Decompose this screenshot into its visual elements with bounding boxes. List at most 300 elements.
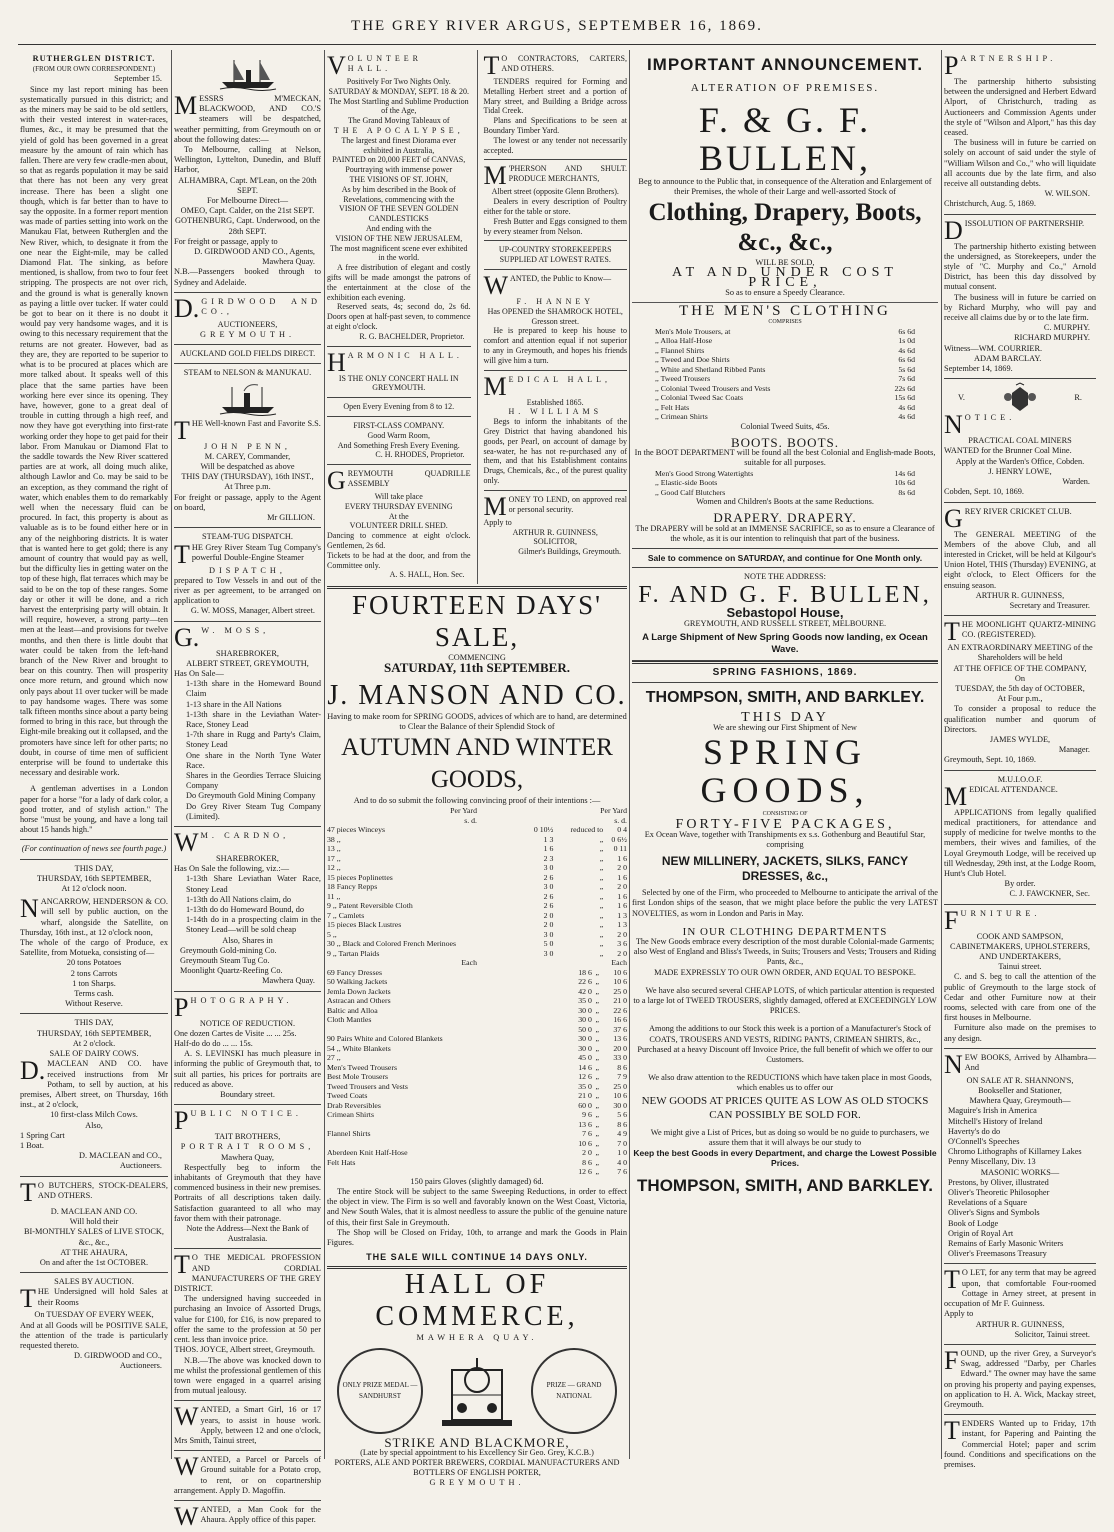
signature: D. MACLEAN and CO., [79,1151,162,1161]
item-price: „ [595,1138,599,1148]
drop-cap: H [327,347,346,377]
drop-cap: T [944,1265,960,1295]
drop-cap: W [174,1402,199,1432]
price-row [327,901,627,911]
drop-cap: N [944,1049,963,1079]
tug-name: DISPATCH, [209,565,286,575]
medical-attendance-heading: EDICAL ATTENDANCE. [969,784,1058,794]
item-price: „ [599,901,604,911]
mens-clothing-heading: THE MEN'S CLOTHING [632,302,938,316]
entire-stock: The entire Stock will be subject to the same Sweeping Reductions, in order to effect the object in view. The Firm is so well and favorably known on the West Coast, Victoria, and New South Wales, that it is almost needless to assure the public of the genuine nature of this, their first Sale in Greymouth. [327,1186,627,1227]
item-name: ,, Colonial Tweed Trousers and Vests [654,383,771,393]
price-row [655,488,915,498]
forty-five-packages: FORTY-FIVE PACKAGES, [675,816,895,832]
item-price: „ [595,1100,599,1110]
tug-body: prepared to Tow Vessels in and out of the river as per agreement, to be arranged on application to [174,575,321,606]
medal-text: ONLY PRIZE MEDAL — SANDHURST [342,1381,418,1400]
item-name: ,, Alloa Half-Hose [654,336,713,346]
book-list [944,1178,1096,1260]
sharebroker-label: SHAREBROKER, [216,853,279,863]
item-price: 2 6 [543,891,554,901]
description: At the [388,511,409,521]
book-list [944,1106,1096,1167]
description: Pourtraying with immense power [345,165,453,175]
coal-miners: PRACTICAL COAL MINERS [968,436,1072,446]
item-name: Tweed Trousers and Vests [327,1081,408,1091]
drop-cap: T [944,1416,960,1446]
drop-cap: M [483,371,507,401]
price-row [327,835,627,845]
item-price: „ [599,853,604,863]
at-cost: AT AND UNDER COST PRICE, [672,264,898,291]
drop-cap: P [174,1106,189,1136]
item-price: „ [595,1024,599,1034]
prize-medal-icon [337,1348,423,1434]
book-item: Oliver's Theoretic Philosopher [948,1188,1050,1198]
item-name: 30 ,, Black and Colored French Merinoes [327,939,457,949]
column-divider [171,50,172,1459]
consisting: CONSISTING OF [762,811,808,818]
item-price: 7 6 [582,1129,592,1139]
book-item: Revelations of a Square [948,1198,1028,1208]
price-row [327,911,627,921]
price-row [327,996,627,1006]
nancarrow-ad: ANCARROW, HENDERSON & CO. will sell by public auction, on the wharf, alongside the Satellite, on Thursday, 16th inst., at 12 o'clock noon, [20,897,168,937]
price-row [327,920,627,930]
notice-heading: OTICE. [964,413,1016,423]
price-row [327,1091,627,1101]
saturday-date: SATURDAY, 11th SEPTEMBER. [384,660,570,676]
share-item: 1-13th do do Homeward Bound, do [186,904,304,914]
item-name: Best Mole Trousers [327,1072,389,1082]
medical-body: The undersigned having succeeded in purchasing an Invoice of Assorted Drugs, value for £100, for £16, is now prepared to offer the same to the profession at 50 per cent. less than invoice price. [174,1294,321,1345]
book-item: Haverty's do do [948,1126,1001,1136]
description: Tickets to be had at the door, and from the Committee only. [327,550,471,570]
manson-submit: And to do so submit the following convincing proof of their intentions :— [353,796,601,806]
item-price: 3 0 [543,929,554,939]
sale-time: At 2 o'clock. [72,1038,116,1048]
photo-heading: HOTOGRAPHY. [190,995,293,1005]
sale-item: 10 first-class Milch Cows. [50,1110,138,1120]
item-name: ,, Elastic-side Boots [654,478,718,488]
item-name [327,1025,564,1035]
signature: C. H. RHODES, Proprietor. [375,450,465,460]
item-name: Men's Mole Trousers, at [654,326,731,336]
price-row [327,1129,627,1139]
positive-sale: And at all Goods will be POSITIVE SALE, the attention of the trade is particularly requested thereto. [20,1320,168,1350]
item-name: Aberdeen Knit Half-Hose [327,1148,408,1158]
price-row [327,873,627,883]
williams-name: H. WILLIAMS [508,407,603,417]
drop-cap: W [483,270,509,300]
item-price: 35 0 [578,1081,592,1091]
description: And Something Fresh Every Evening. [337,440,460,450]
speedy-clearance: So as to ensure a Speedy Clearance. [725,288,845,298]
shipment-note: A Large Shipment of New Spring Goods now landing, ex Ocean Wave. [642,631,928,655]
shewing: We are shewing our First Shipment of New [713,723,857,733]
cargo-item: 1 ton Sharps. [72,978,116,988]
item-price: 2 0 [543,910,554,920]
guinness-name: ARTHUR R. GUINNESS, [975,1319,1065,1329]
item-price: 3 0 [543,948,554,958]
item-price: 9 6 [582,1110,592,1120]
drop-cap: D. [20,1056,46,1086]
steamer-intro: ESSRS M'MECKAN, BLACKWOOD, AND CO.'S steamers will be despatched, weather permitting, from Greymouth on or about the following dates:— [174,94,321,144]
boots-price-list [655,469,915,498]
col-header: Per Yard [600,806,627,816]
item-price: 60 0 [578,1100,592,1110]
keep-best-goods: Keep the best Goods in every Department, and charge the Lowest Possible Prices. [633,1148,937,1169]
item-name: ,, Felt Hats [654,402,690,412]
ship-entry: OMEO, Capt. Calder, on the 21st SEPT. [180,206,315,216]
item-name: ,, Flannel Shirts [654,345,705,355]
strike-name: STRIKE AND BLACKMORE, [384,1434,570,1450]
steamship-icon [218,56,278,92]
price-row [327,882,627,892]
quadrille-heading: REYMOUTH QUADRILLE ASSEMBLY [347,469,471,488]
item-price: „ [595,1091,599,1101]
item-price: „ [599,882,604,892]
price-row [327,854,627,864]
item-name: 69 Fancy Dresses [327,967,383,977]
item-price: 13 6 [613,1034,627,1044]
cardno-heading: M. CARDNO, [200,830,290,840]
cargo-description: The whole of the cargo of Produce, ex Satellite, from Motueka, consisting of— [20,938,168,958]
date: September 14, 1869. [944,364,1013,374]
price-row [327,1015,627,1025]
fourteen-days-heading: FOURTEEN DAYS' SALE, [351,590,603,653]
to-let: O LET, for any term that may be agreed upon, that comfortable Four-roomed Cottage in Arney street, at present in occupation of Mr F. Guinness. [944,1268,1096,1309]
masthead-rule [18,44,1096,45]
apocalypse-title: THE APOCALYPSE, [333,125,464,135]
item-name: 12 ,, [327,863,341,873]
undersigned-text: HE Undersigned will hold Sales at their Rooms [37,1287,168,1307]
item-price: „ [595,1062,599,1072]
guinness-name: ARTHUR R. GUINNESS, [512,527,598,537]
drop-cap: M [944,781,968,811]
this-day-label: THIS DAY, [74,863,114,873]
item-price: 22s 6d [894,383,916,393]
price-rows [327,968,627,1177]
item-price: 7 6 [617,1167,627,1177]
without-reserve: Without Reserve. [65,999,123,1009]
price-row [327,1110,627,1120]
description: The Most Startling and Sublime Production of the Age, [328,96,469,116]
warden: Warden. [1062,477,1090,487]
womens-boots: Women and Children's Boots at the same Reductions. [696,497,874,507]
book-item: O'Connell's Speeches [948,1137,1020,1147]
price-row [327,1072,627,1082]
drop-cap: N [944,410,963,440]
wanted-ad: ANTED, a Man Cook for the Ahaura. Apply office of this paper. [200,1504,321,1525]
share-item: Greymouth Gold-mining Co. [180,945,277,955]
item-price: 4 0 [617,1157,627,1167]
item-price: „ [599,948,604,958]
signature-role: Auctioneers. [119,1361,162,1371]
dairy-heading: SALE OF DAIRY COWS. [49,1049,139,1059]
tsb-name: THOMPSON, SMITH, AND BARKLEY. [637,1176,933,1196]
drop-cap: T [174,1250,190,1280]
share-item: 1-7th share in Rugg and Party's Claim, Stoney Lead [186,730,321,750]
item-price: „ [599,863,604,873]
drop-cap: D. [174,293,200,323]
item-price: 5s 6d [898,364,916,374]
item-price: 1 6 [543,844,554,854]
tait-body: Respectfully beg to inform the inhabitants of Greymouth that they have commenced business in their new premises. Portraits of all descriptions taken daily. Satisfaction guaranteed to all who may favor them with their patronage. [174,1162,321,1223]
item-price: 5 0 [543,939,554,949]
brunner-mine: WANTED for the Brunner Coal Mine. [944,446,1072,456]
selected-body: Selected by one of the Firm, who proceeded to Melbourne to anticipate the arrival of the first London ships of the season, that we might place before the public the very LATEST NOVELTIES, as worn in London and Paris in May. [632,888,938,918]
tenders-papering: ENDERS Wanted up to Friday, 17th instant, for Papering and Painting the Commercial Hotel; paper and scrim found. Conditions and specifications on the premises. [944,1419,1096,1469]
price-row [327,1053,627,1063]
drop-cap: D [944,215,963,245]
auctioneers-label: AUCTIONEERS, [217,319,278,329]
lowest-tender: The lowest or any tender not necessarily accepted. [483,135,627,155]
drop-cap: T [174,415,190,445]
col-unit: s. d. [464,815,477,825]
item-price: 1 3 [543,834,554,844]
item-price: 25 0 [613,1081,627,1091]
col-unit: s. d. [614,815,627,825]
drop-cap: N [20,894,39,924]
item-price: „ [599,844,604,854]
masthead: THE GREY RIVER ARGUS, SEPTEMBER 16, 1869. [351,18,763,34]
wanted-public: ANTED, the Public to Know— [510,273,612,283]
partnership-body: The business will in future be carried on solely on account of said under the style of "William Wilson and Co.," who will liquidate all accounts due by the late firm, and also receive all outstanding debts. [944,138,1096,189]
meeting-date: TUESDAY, the 5th day of OCTOBER, [955,683,1085,693]
tug-heading: STEAM-TUG DISPATCH. [202,532,293,542]
item-price: 30 0 [578,1043,592,1053]
hanney-name: F. HANNEY [516,296,595,306]
apply-to: Apply to [483,517,512,527]
meeting-time: At Four p.m., [997,694,1043,704]
manson-advert [327,586,627,1262]
item-price: 7 0 [617,1138,627,1148]
item-price: 42 0 [578,986,592,996]
item-price: 0 11 [613,844,627,854]
item-name: Tweed Coats [327,1091,368,1101]
item-price: 8 6 [582,1157,592,1167]
butchers-heading: O BUTCHERS, STOCK-DEALERS, AND OTHERS. [37,1180,168,1200]
item-price: 10 6 [613,977,627,987]
drop-cap: M [483,161,507,191]
signature: R. G. BACHELDER, Proprietor. [359,331,465,341]
price-row [327,892,627,902]
item-price: 2 6 [543,901,554,911]
column-5 [944,50,1096,1469]
col-header: Each [611,958,627,968]
public-notice-heading: UBLIC NOTICE. [190,1109,302,1119]
continue-14-days: THE SALE WILL CONTINUE 14 DAYS ONLY. [366,1252,588,1263]
item-price: 21 0 [578,1091,592,1101]
strike-trades: PORTERS, ALE AND PORTER BREWERS, CORDIAL MANUFACTURERS AND BOTTLERS OF ENGLISH PORTER, [334,1458,620,1478]
item-price: 4 9 [617,1129,627,1139]
share-item: Do Grey River Steam Tug Company (Limited). [186,801,321,821]
subcolumn-divider [477,50,478,584]
maclean-ad: MACLEAN AND CO. have received instructions from Mr Potham, to sell by auction, at his premises, Albert street, on Thursday, 16th inst., at 2 o'clock, [20,1059,168,1110]
item-price: 1 3 [617,920,627,930]
description: EVERY THURSDAY EVENING [344,501,453,511]
item-name [327,1139,564,1149]
manager: Manager. [1058,745,1090,755]
sale-time: At 12 o'clock noon. [61,884,127,894]
secretary: Secretary and Treasurer. [1009,600,1090,610]
column-1 [20,50,168,1461]
item-price: 18 6 [578,967,592,977]
drop-cap: V [327,51,346,80]
share-item: Moonlight Quartz-Reefing Co. [180,966,283,976]
price-row [327,930,627,940]
medical-heading: O THE MEDICAL PROFESSION AND CORDIAL MANUFACTURERS OF THE GREY DISTRICT. [174,1253,321,1294]
price-row [327,949,627,959]
address: Solicitor, Tainui street. [1014,1329,1090,1339]
address: Tainui street. [998,962,1042,972]
meeting-purpose: To consider a proposal to reduce the qualification number and quorum of Directors. [944,704,1096,734]
item-price: 10 6 [578,1138,592,1148]
item-price: „ [595,1043,599,1053]
list-of-prices: We might give a List of Prices, but as doing so would be no guide to purchasers, we assure them that it will always be our study to [650,1127,930,1147]
made-expressly: MADE EXPRESSLY TO OUR OWN ORDER, AND EQUAL TO BESPOKE. [654,967,916,977]
price-rows [327,825,627,958]
partnership-heading: ARTNERSHIP. [960,54,1057,63]
coats-heading: COATS, TROUSERS AND VESTS, RIDING PANTS, CRIMEAN SHIRTS, &c., [649,1034,921,1044]
item-price: „ [595,986,599,996]
item-name: 27 ,, [327,1053,341,1063]
description: The most magnificent scene ever exhibited in the world. [329,243,468,263]
item-name: 13 ,, [327,844,341,854]
purchased-body: Purchased at a heavy Discount off Invoice Price, the full benefit of which we offer to our Customers. [637,1044,933,1065]
has-on-sale: Has On Sale the following, viz.:— [174,864,289,874]
price-row [327,1158,627,1168]
share-item: 1-13th share in the Leviathan Water-Race, Stoney Lead [186,709,321,729]
drop-cap: M [483,491,507,521]
item-price: 7 9 [617,1072,627,1082]
price-row [655,355,915,365]
item-price: 25 0 [613,986,627,996]
first-class: FIRST-CLASS COMPANY. [353,420,445,430]
item-price: 1 6 [617,853,627,863]
meeting-notice: AN EXTRAORDINARY MEETING of the Shareholders will be held [947,643,1093,663]
witness: Witness—WM. COURRIER. [944,343,1043,353]
price-row [655,469,915,479]
draw-attention: We also draw attention to the REDUCTIONS which have taken place in most Goods, which enables us to offer our [648,1073,932,1093]
agents: D. GIRDWOOD AND CO., Agents, Mawhera Quay. [194,247,315,267]
drop-cap: F [944,905,959,935]
byline: (FROM OUR OWN CORRESPONDENT.) [32,65,156,74]
item-price: 1 3 [617,910,627,920]
address: Mawhera Quay. [262,976,315,986]
new-books-heading: EW BOOKS, Arrived by Alhambra—And [964,1052,1096,1073]
item-price: 7s 6d [898,374,916,384]
ahaura: AT THE AHAURA, [60,1247,128,1257]
item-price: „ [599,939,604,949]
sale-item: 1 Boat. [20,1140,44,1150]
this-day: THIS DAY [741,709,829,725]
price-row [327,1139,627,1149]
also-label: Also, Shares in [222,935,273,945]
col-header: Each [461,958,477,968]
shannon: ON SALE AT R. SHANNON'S, [966,1075,1074,1085]
price-row [327,1034,627,1044]
drop-cap: G. [174,622,200,652]
book-item: Maguire's Irish in America [948,1106,1037,1116]
signature-role: Auctioneers. [119,1161,162,1171]
district-heading: RUTHERGLEN DISTRICT. [32,54,156,63]
drop-cap: P [944,51,959,80]
item-price: 10 6 [613,967,627,977]
item-price: 1 6 [617,891,627,901]
item-name: ,, White and Shetland Ribbed Pants [654,364,766,374]
item-name: ,, Crimean Shirts [654,412,708,422]
drop-cap: T [20,1177,36,1207]
note-address: NOTE THE ADDRESS: [744,572,826,582]
price-row [327,1006,627,1016]
address: Gilmer's Buildings, Greymouth. [518,547,621,557]
dates: SATURDAY & MONDAY, SEPT. 18 & 20. [328,86,469,96]
item-name: 47 pieces Winceys [327,825,386,835]
sale-date: THURSDAY, 16th SEPTEMBER, [36,1028,152,1038]
continuation-note: (For continuation of news see fourth page.) [20,840,168,859]
item-name: Baltic and Alloa [327,1005,378,1015]
column-divider [629,50,630,1459]
strike-appointment: (Late by special appointment to his Excellency Sir Geo. Grey, K.C.B.) [360,1447,594,1457]
furniture-heading: URNITURE. [960,908,1041,918]
boots-body: In the BOOT DEPARTMENT will be found all the best Colonial and English-made Boots, suitable for all purposes. [634,448,936,468]
share-list [174,874,321,935]
book-item: Mitchell's History of Ireland [948,1116,1043,1126]
price-row [327,968,627,978]
drop-cap: F [944,1345,959,1375]
signature: D. GIRDWOOD and CO., [73,1351,162,1361]
item-price: 0 6½ [611,834,627,844]
girdwood-heading: GIRDWOOD AND CO., [201,296,321,317]
item-name: Men's Tweed Trousers [327,1062,398,1072]
item-price: 2 3 [543,853,554,863]
item-price: 14 6 [578,1062,592,1072]
williams-body: Begs to inform the inhabitants of the Grey District that having abandoned his goods, per Pearl, on account of damage by sea-water, he has not re-purchased any of them, and that his Establishment contains Drugs, Chemicals, &c., of the purest quality only. [483,417,627,485]
share-item: One share in the North Tyne Water Race. [186,750,321,770]
item-price: 12 6 [578,1167,592,1177]
address: Albert street (opposite Glenn Brothers). [491,187,619,197]
item-name: Cloth Mantles [327,1015,372,1025]
wanted-ad: ANTED, a Smart Girl, 16 or 17 years, to assist in house work. Apply, between 12 and one o'clock, Mrs Smith, Tainui street, [174,1405,321,1445]
item-price: „ [599,834,604,844]
royal-v: V. [958,393,965,403]
item-price: „ [595,1072,599,1082]
item-name: 7 ,, Camlets [327,910,365,920]
share-item: 1-13 share in the All Nations [186,699,282,709]
item-price: 1 6 [617,872,627,882]
item-name: ,, Colonial Tweed Sac Coats [654,393,744,403]
item-price: 2 0 [582,1148,592,1158]
item-price: 0 4 [617,825,627,835]
cheap-lots: We have also secured several CHEAP LOTS, of which particular attention is requested to a large lot of TWEED TROUSERS, slightly damaged, offered at EXCEEDINGLY LOW PRICES. [633,985,937,1016]
drop-cap: G [327,466,346,496]
item-price: 4s 6d [898,402,916,412]
price-row [327,825,627,835]
gloves-line: 150 pairs Gloves (slightly damaged) 6d. [410,1176,544,1186]
item-price: 8 6 [617,1119,627,1129]
will-hold: Will hold their [69,1217,119,1227]
dissolution-body: The business will in future be carried on by Richard Murphy, who will pay and receive all claims due by or to the late firm. [944,292,1096,323]
bimonthly-sales: BI-MONTHLY SALES of LIVE STOCK, [24,1227,164,1237]
subcolumn-left [327,50,471,584]
item-name: 11 ,, [327,891,341,901]
price-table-yard [327,806,627,825]
item-name: 15 pieces Poplinettes [327,872,393,882]
description: Fresh Butter and Eggs consigned to them by every steamer from Nelson. [483,216,627,236]
harmonic-only: IS THE ONLY CONCERT HALL IN GREYMOUTH. [338,373,459,393]
